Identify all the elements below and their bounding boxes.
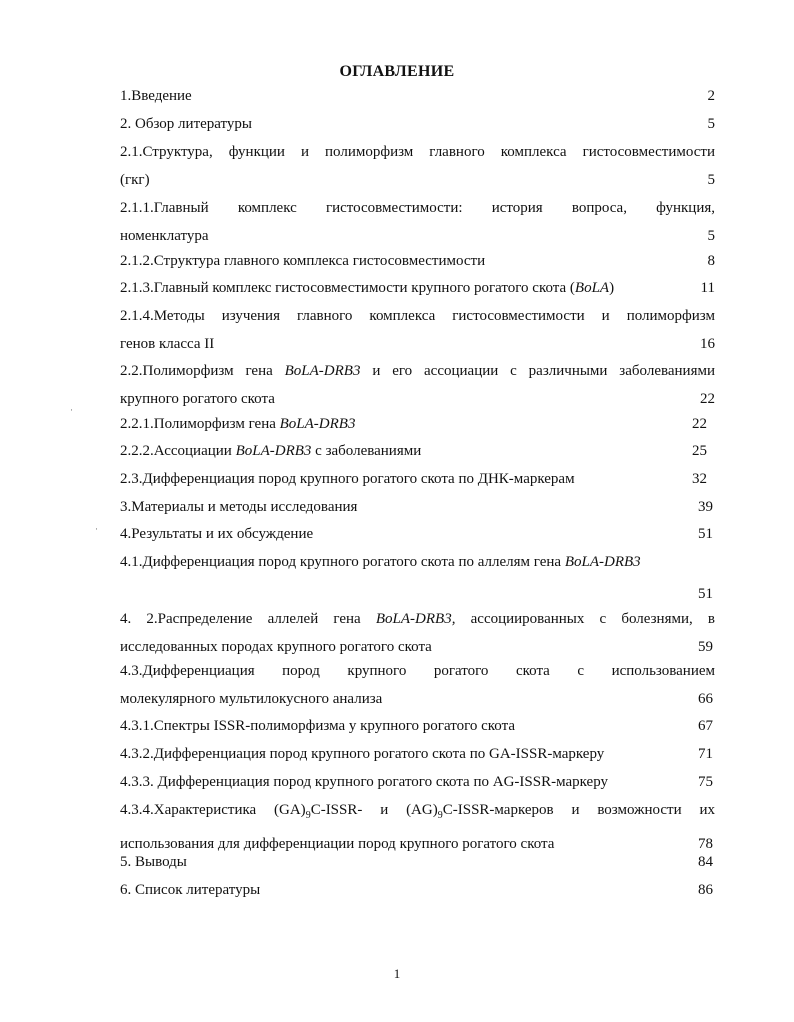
toc-entry-title: 2. Обзор литературы: [120, 116, 252, 132]
toc-entry-4-3-3[interactable]: [120, 768, 715, 796]
toc-entry-page: 71: [698, 746, 713, 762]
toc-entry-conclusions[interactable]: [120, 848, 715, 876]
toc-entry-title: 2.1.1.Главный комплекс гистосовместимости: история вопроса, функция,: [120, 200, 715, 216]
toc-entry-title-cont: исследованных породах крупного рогатого скота: [120, 639, 432, 655]
toc-entry-3[interactable]: [120, 493, 715, 521]
toc-entry-title-cont: молекулярного мультилокусного анализа: [120, 691, 383, 707]
toc-entry-2-1-1[interactable]: [120, 194, 715, 250]
toc-entry-page: 84: [698, 854, 713, 870]
toc-entry-introduction[interactable]: [120, 82, 715, 110]
toc-entry-2-3[interactable]: [120, 465, 715, 493]
toc-entry-page: 59: [698, 639, 713, 655]
toc-entry-4-3-2[interactable]: [120, 740, 715, 768]
toc-entry-title: 4.3.Дифференциация пород крупного рогатого скота с использованием: [120, 663, 715, 679]
toc-entry-page: 25: [692, 443, 707, 459]
toc-entry-title: 4.1.Дифференциация пород крупного рогатого скота по аллелям гена BoLA-DRB3: [120, 554, 641, 570]
toc-entry-title: 4.3.2.Дифференциация пород крупного рогатого скота по GA-ISSR-маркеру: [120, 746, 605, 762]
toc-entry-title: 2.3.Дифференциация пород крупного рогатого скота по ДНК-маркерам: [120, 471, 575, 487]
toc-entry-title: 2.1.4.Методы изучения главного комплекса гистосовместимости и полиморфизм: [120, 308, 715, 324]
toc-entry-page: 5: [707, 116, 715, 132]
toc-entry-title-cont: номенклатура: [120, 228, 209, 244]
toc-entry-4-3-1[interactable]: [120, 712, 715, 740]
toc-entry-page: 2: [707, 88, 715, 104]
toc-entry-title: 6. Список литературы: [120, 882, 261, 898]
toc-entry-page: 16: [700, 336, 715, 352]
toc-entry-title-cont: крупного рогатого скота: [120, 391, 275, 407]
toc-entry-title: 1.Введение: [120, 88, 192, 104]
toc-entry-page: 78: [698, 836, 713, 852]
page-number: 1: [393, 966, 401, 981]
toc-entry-page: 5: [707, 228, 715, 244]
toc-entry-page: 51: [698, 526, 713, 542]
toc-entry-page: 32: [692, 471, 707, 487]
toc-entry-4-2[interactable]: [120, 605, 715, 661]
scan-speck: ·: [70, 405, 73, 415]
toc-entry-title-cont: (гкг): [120, 172, 150, 188]
scan-speck: ·: [95, 524, 98, 534]
toc-entry-2-1-3[interactable]: [120, 274, 715, 302]
toc-entry-2-2-1[interactable]: [120, 410, 715, 438]
toc-entry-title: 2.1.2.Структура главного комплекса гистосовместимости: [120, 253, 486, 269]
toc-entry-title-cont: генов класса II: [120, 336, 215, 352]
toc-entry-title: 2.2.1.Полиморфизм гена BoLA-DRB3: [120, 416, 356, 432]
toc-entry-2-1-2[interactable]: [120, 247, 715, 275]
toc-entry-page: 67: [698, 718, 713, 734]
toc-entry-title: 3.Материалы и методы исследования: [120, 499, 358, 515]
toc-entry-literature-review[interactable]: [120, 110, 715, 138]
toc-entry-title: 4.3.3. Дифференциация пород крупного рогатого скота по AG-ISSR-маркеру: [120, 774, 608, 790]
toc-entry-page: 39: [698, 499, 713, 515]
toc-entry-page: 22: [700, 391, 715, 407]
toc-entry-page: 51: [698, 586, 713, 602]
page-title: ОГЛАВЛЕНИЕ: [339, 63, 455, 80]
toc-entry-2-2[interactable]: [120, 357, 715, 413]
toc-entry-title: 2.1.Структура, функции и полиморфизм главного комплекса гистосовместимости: [120, 144, 715, 160]
toc-entry-title: 5. Выводы: [120, 854, 187, 870]
toc-entry-page: 66: [698, 691, 713, 707]
toc-entry-title: 2.2.2.Ассоциации BoLA-DRB3 с заболеваниями: [120, 443, 422, 459]
toc-entry-2-1-4[interactable]: [120, 302, 715, 358]
toc-entry-title: 4.Результаты и их обсуждение: [120, 526, 314, 542]
toc-entry-2-2-2[interactable]: [120, 437, 715, 465]
toc-entry-title: 4.3.1.Спектры ISSR-полиморфизма у крупного рогатого скота: [120, 718, 515, 734]
toc-entry-title-cont: использования для дифференциации пород крупного рогатого скота: [120, 836, 555, 852]
toc-entry-title: 4. 2.Распределение аллелей гена BoLA-DRB3, ассоциированных с болезнями, в: [120, 611, 715, 627]
toc-entry-title: 4.3.4.Характеристика $(GA)_9C-ISSR-$ и $(AG)_9C-ISSR$-маркеров и возможности их: [120, 802, 715, 821]
toc-entry-4[interactable]: [120, 520, 715, 548]
toc-entry-2-1[interactable]: [120, 138, 715, 194]
toc-entry-page: 11: [700, 280, 715, 296]
toc-entry-references[interactable]: [120, 876, 715, 904]
toc-entry-4-3[interactable]: [120, 657, 715, 713]
toc-entry-title: 2.1.3.Главный комплекс гистосовместимости крупного рогатого скота (BoLA): [120, 280, 615, 296]
toc-entry-page: 75: [698, 774, 713, 790]
toc-entry-page: 5: [707, 172, 715, 188]
toc-entry-page: 86: [698, 882, 713, 898]
toc-entry-title: 2.2.Полиморфизм гена BoLA-DRB3 и его ассоциации с различными заболеваниями: [120, 363, 715, 379]
toc-entry-page: 22: [692, 416, 707, 432]
toc-entry-4-1[interactable]: [120, 548, 715, 608]
toc-entry-page: 8: [707, 253, 715, 269]
